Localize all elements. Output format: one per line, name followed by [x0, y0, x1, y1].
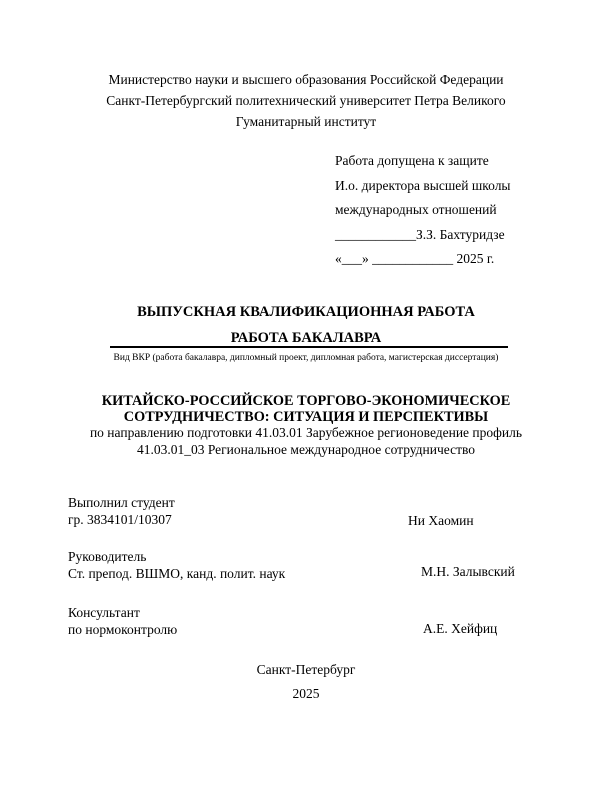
- signature-name: А.Е. Хейфиц: [423, 621, 498, 636]
- underline-rule: [110, 346, 508, 348]
- signature-row-student: [68, 494, 612, 528]
- study-direction-line: по направлению подготовки 41.03.01 Зарубежное регионоведение профиль: [89, 425, 523, 441]
- signature-name: Ни Хаомин: [408, 513, 474, 528]
- study-profile-line: 41.03.01_03 Региональное международное сотрудничество: [136, 441, 476, 457]
- signature-role-line: Ст. препод. ВШМО, канд. полит. наук: [68, 566, 286, 581]
- thesis-title-line: СОТРУДНИЧЕСТВО: СИТУАЦИЯ И ПЕРСПЕКТИВЫ: [123, 409, 489, 426]
- signature-role-line: гр. 3834101/10307: [68, 512, 172, 527]
- ministry-line: Министерство науки и высшего образования Российской Федерации: [108, 72, 504, 87]
- work-type-heading: ВЫПУСКНАЯ КВАЛИФИКАЦИОННАЯ РАБОТА: [137, 304, 475, 320]
- signature-role-line: по нормоконтролю: [68, 622, 178, 637]
- thesis-title-block: [0, 393, 612, 458]
- date-signature-line: «___» ____________ 2025 г.: [335, 251, 495, 267]
- admission-block: [335, 149, 511, 272]
- signature-role-line: Выполнил студент: [68, 495, 175, 510]
- admission-line: И.о. директора высшей школы: [335, 177, 511, 193]
- signature-row-supervisor: [68, 548, 612, 582]
- signature-name: М.Н. Залывский: [421, 564, 515, 579]
- footer-city: Санкт-Петербург: [256, 662, 356, 677]
- thesis-title-line: КИТАЙСКО-РОССИЙСКОЕ ТОРГОВО-ЭКОНОМИЧЕСКОЕ: [101, 393, 511, 409]
- work-subtype-heading: РАБОТА БАКАЛАВРА: [230, 330, 382, 346]
- university-line: Санкт-Петербургский политехнический университет Петра Великого: [106, 93, 506, 108]
- admission-line: Работа допущена к защите: [335, 153, 489, 168]
- signature-row-consultant: [68, 604, 612, 638]
- footer-year: 2025: [292, 686, 320, 701]
- ministry-header: [0, 69, 612, 132]
- signature-role-line: Консультант: [68, 605, 140, 620]
- admission-line: международных отношений: [335, 202, 497, 218]
- work-type-caption: Вид ВКР (работа бакалавра, дипломный проект, дипломная работа, магистерская диссертация): [113, 353, 499, 363]
- institute-line: Гуманитарный институт: [235, 114, 377, 129]
- signature-role-line: Руководитель: [68, 549, 147, 564]
- director-signature-line: ____________З.З. Бахтуридзе: [335, 226, 505, 242]
